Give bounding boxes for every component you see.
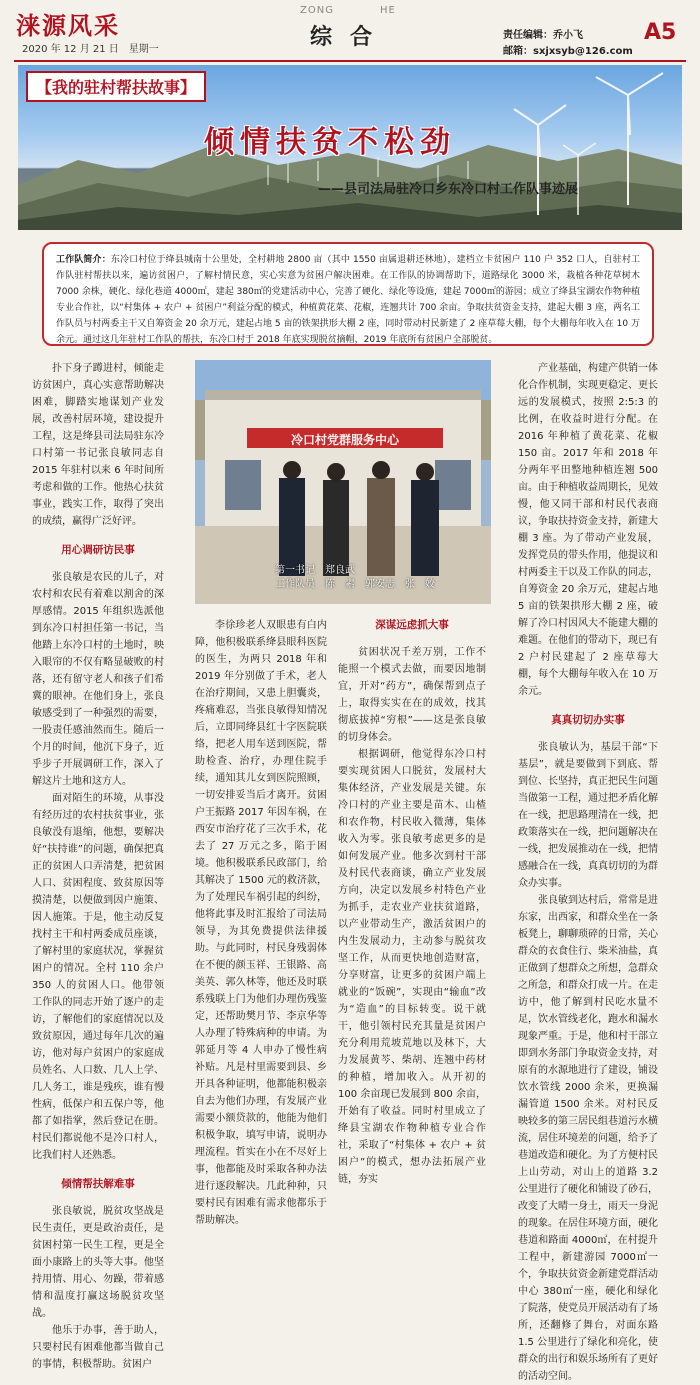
editor-email: 邮箱：sxjxsyb@126.com bbox=[503, 46, 633, 57]
paragraph: 张良敏说，脱贫攻坚战是民生责任，更是政治责任，是贫困村第一民生工程，更是全面小康路上的头等大事。他坚持用情、用心、勿躁，带着感情和温度打赢这场脱贫攻坚战。 bbox=[32, 1206, 164, 1319]
section-pinyin bbox=[300, 5, 396, 16]
paragraph: 张良敏认为，基层干部“下基层”，就是要做到下到底、帮到位、长坚持，真正把民生问题当做第一工程，通过把矛盾化解在一线，把思路理清在一线，把政策落实在一线，把问题解决在一线，把发展推动在一线，把情感融合在一线，真真切切的为群众办实事。 bbox=[518, 742, 658, 889]
section-heading: 用心调研访民事 bbox=[61, 544, 135, 556]
caption-line: 工作队员 陈 素 郭安志 张 姣 bbox=[275, 579, 435, 590]
section-title: 综合 bbox=[310, 24, 391, 50]
paragraph: 扑下身子蹲进村，倾能走访贫困户，真心实意帮助解决困难，脚踏实地谋划产业发展，改善村居环境，建设提升工程，这是绛县司法局驻东冷口村第一书记张良敏同志自 2015 年驻村以来 6 年时间所考虑和做的工作。他热心扶贫事业，践实工作，取得了突出的成绩，赢得广泛好评。 bbox=[32, 363, 164, 527]
masthead-rule bbox=[14, 60, 686, 62]
paragraph: 李徐珍老人双眼患有白内障，他积极联系绛县眼科医院的医生，为两只 2018 年和 2019 年分别做了手术，老人在治疗期间，又患上胆囊炎，疼痛难忍，当张良敏得知情况后，立即同绛县红十字医院联络，把老人用车送到医院，帮助检查、治疗，办理住院手续，通知其儿女到医院照顾，一切安排妥当后才离开。贫困户王振路 2017 年因车祸，在西安市治疗花了三次手术，花去了 27 万元之多，陷于困境。他积极联系民政部门，给其解决了 1500 元的救济款，为了处理民车祸引起的纠纷，他将此事及时汇报给了司法局领导，为其免费提供法律援助。与此同时，村民身残弱体在不便的颜玉祥、王银路、高美英、郭久林等，他还及时联系残联上门为他们办理伤残鉴定，还帮助樊月节、李京华等人办理了特殊病种的申请。为郭延月等 4 人申办了慢性病补贴。凡是村里需要到县、乡开具各种证明，他都能积极亲自去为他们办理，有发展产业需要小额贷款的，他能为他们积极争取，填写申请，说明办理流程。哲实在小在不尽好上事，他都能及时采取各种办法进行逐段解决。几此种种，只要村民有困难有需求他都乐于帮助解决。 bbox=[195, 620, 327, 1226]
intro-label: 工作队简介： bbox=[56, 255, 111, 265]
photo-caption bbox=[275, 564, 485, 592]
subheadline: ——县司法局驻冷口乡东冷口村工作队事迹展 bbox=[318, 182, 579, 197]
section-heading: 深谋远虑抓大事 bbox=[375, 619, 449, 631]
editor-credit: 责任编辑：乔小飞 bbox=[503, 30, 583, 41]
section-pinyin-right: HE bbox=[380, 5, 396, 16]
issue-date: 2020 年 12 月 21 日 星期一 bbox=[22, 44, 159, 55]
paragraph: 张良敏到达村后，常常是进东家，出西家，和群众坐在一条板凳上，聊聊琐碎的日常，关心群众的衣食住行、柴米油盐，真正做到了想群众之所想，急群众之所急，和群众打成一片。在走访中，他了解到村民吃水量不足，饮水管线老化，跑水和漏水现象严重。于是，他和村干部立即到水务部门争取资金支持，对原有的水源地进行了建设，铺设饮水管线 2000 余米，更换漏漏管道 1500 余米。对村民反映较多的第三居民组巷道污水横流，居住环境差的问题，给予了巷道改造和硬化。为了方便村民上山劳动，对山上的道路 3.2 公里进行了硬化和铺设了砂石，改变了大晴一身土，雨天一身泥的现象。在居住环境方面，硬化巷道和路面 4000㎡，在村提升工程中，新建游园 7000㎡一个，争取扶贫资金新建党群活动中心 380㎡一座，硬化和绿化了院落，使党员开展活动有了场所，还翻修了舞台，对面东路 1.5 公里进行了绿化和亮化，使群众的出行和娱乐场所有了更好的活动空间。 bbox=[518, 895, 658, 1382]
article-column-4 bbox=[518, 360, 658, 1385]
section-heading: 倾情帮扶解难事 bbox=[61, 1178, 135, 1190]
page-number: A5 bbox=[644, 20, 677, 45]
section-heading: 真真切切办实事 bbox=[551, 714, 625, 726]
paragraph: 贫困状况千差万别，工作不能照一个模式去做，而要因地制宜，开对“药方”，确保帮到点子上，取得实实在在的成效，找其彻底拔掉“穷根”——这是张良敏的切身体会。 bbox=[338, 647, 486, 743]
paragraph: 他乐于办事，善于助人，只要村民有困难他都当做自己的事情，积极帮助。贫困户 bbox=[32, 1325, 164, 1370]
paragraph: 张良敏是农民的儿子，对农村和农民有着难以割舍的深厚感情。2015 年组织选派他到东冷口村担任第一书记，当他踏上东冷口村的土地时，映入眼帘的不仅有略显破败的村落，还有留守老人和孩子们希冀的眼神。在他们身上，张良敏感受到了一种强烈的需要，一股责任感油然而生。随后一个月的时间，他沉下身子，近乎步子开展调研工作，深入了解这片土地和这方人。 bbox=[32, 572, 164, 787]
article-column-3 bbox=[338, 617, 486, 1188]
series-label: 【我的驻村帮扶故事】 bbox=[26, 71, 206, 102]
article-column-1 bbox=[32, 360, 164, 1373]
service-center-sign: 冷口村党群服务中心 bbox=[290, 433, 399, 447]
team-intro-box bbox=[42, 242, 654, 346]
intro-text: 东冷口村位于绛县城南十公里处，全村耕地 2800 亩（其中 1550 亩属退耕还林地），建档立卡贫困户 110 户 352 口人，自驻村工作队驻村帮扶以来，遍访贫困户，了解村情民意，实心实意为贫困户解决困难。在工作队的协调帮助下，道路绿化 3000 米，栽植各种花草树木 7000 余株，硬化、绿化巷道 4000㎡，建起 380㎡的党建活动中心，完善了硬化、绿化等设施，建起 7000㎡的游园；成立了绛县宝湖农作物种植专业合作社，以“村集体 + 农户 + 贫困户”利益分配的模式，种植黄花菜、花椒，连翘共计 700 余亩。争取扶贫资金支持，建起大棚 3 座，两名工作队员与村两委主干又自筹资金 20 余万元，建起占地 5 亩的铁架拱形大棚 2 座，同时带动村民新建了 2 座草莓大棚，每个大棚每年收入在 10 万余元。通过这几年驻村工作队的帮扶，东冷口村于 2018 年底实现脱贫摘帽，2019 年底所有贫困户全部脱贫。 bbox=[56, 255, 640, 345]
paper-name: 涞源风采 bbox=[16, 11, 120, 40]
paragraph: 产业基础，构建产供销一体化合作机制，实现更稳定、更长远的发展模式，按照 2:5:3 的比例，在收益时进行分配。在 2016 年种植了黄花菜、花椒 150 亩。2017 年和 2018 年分两年平田整地种植连翘 500 亩。由于种植收益周期长，见效慢，他又同干部和村民代表商议，争取扶持资金支持，新建大棚 3 座。为了带动产业发展，发挥党员的带头作用，他提议和村两委主干以及工作队的同志，自筹资金 20 余万元，建起占地 5 亩的铁架拱形大棚 2 座，破解了冷口村因风大不能建大棚的难题。在他们的带动下，现已有 2 户村民建起了 2 座草莓大棚，每个大棚每年收入在 10 万余元。 bbox=[518, 363, 658, 697]
masthead bbox=[0, 0, 700, 62]
banner bbox=[18, 65, 682, 230]
section-pinyin-left: ZONG bbox=[300, 5, 334, 16]
article-column-2 bbox=[195, 617, 327, 1229]
caption-line: 第一书记 郑良武 bbox=[275, 565, 355, 576]
paragraph: 根据调研，他觉得东冷口村要实现贫困人口脱贫，发展村大集体经济，产业发展是关键。东冷口村的产业主要是苗木、山楂和农作物，村民收入微薄，集体收入为零。张良敏考虑更多的是如何发展产业。他多次到村干部及村民代表商谈，确立产业发展方向，决定以发展乡村特色产业为抓手，走农业产业扶贫道路，以产业带动生产，激活贫困户的内生发展动力，主动参与脱贫攻坚工作，从而更快地创造财富，分享财富，让更多的贫困户端上就业的“饭碗”，实现由“输血”改为“造血”的目标转变。说干就干，他引领村民充其量是贫困户充分利用荒坡荒地以及林下，大力发展黄芩、柴胡、连翘中药材的种植，增加收入。从开初的 100 余亩现已发展到 800 余亩，开始有了收益。同时村里成立了绛县宝湖农作物种植专业合作社，采取了“村集体 + 农户 + 贫困户”的模式，想办法拓展产业链，夯实 bbox=[338, 749, 486, 1185]
team-photo bbox=[195, 360, 491, 604]
headline: 倾情扶贫不松劲 bbox=[204, 125, 456, 160]
paragraph: 面对陌生的环境，从事没有经历过的农村扶贫事业，张良敏没有退缩，他想，要解决好“扶持谁”的问题，确保把真正的贫困人口弄清楚，把贫困人口、贫困程度、致贫原因等摸清楚，以便做到因户施策、因人施策。于是，他主动反复找村主干和村两委成员座谈，了解村里的家庭状况，掌握贫困户的情况。全村 110 余户 350 人的贫困人口。他带领工作队的同志开始了逐户的走访，了解他们的家庭情况以及致贫原因，通过每年几次的遍访，他对每户贫困户的家庭成员姓名、人口数、几人上学、几人务工，谁是残疾，谁有慢性病，低保户和五保户等，他都了如指掌，然后登记在册。村民们都说他不是冷口村人，比我们村人还熟悉。 bbox=[32, 793, 164, 1161]
